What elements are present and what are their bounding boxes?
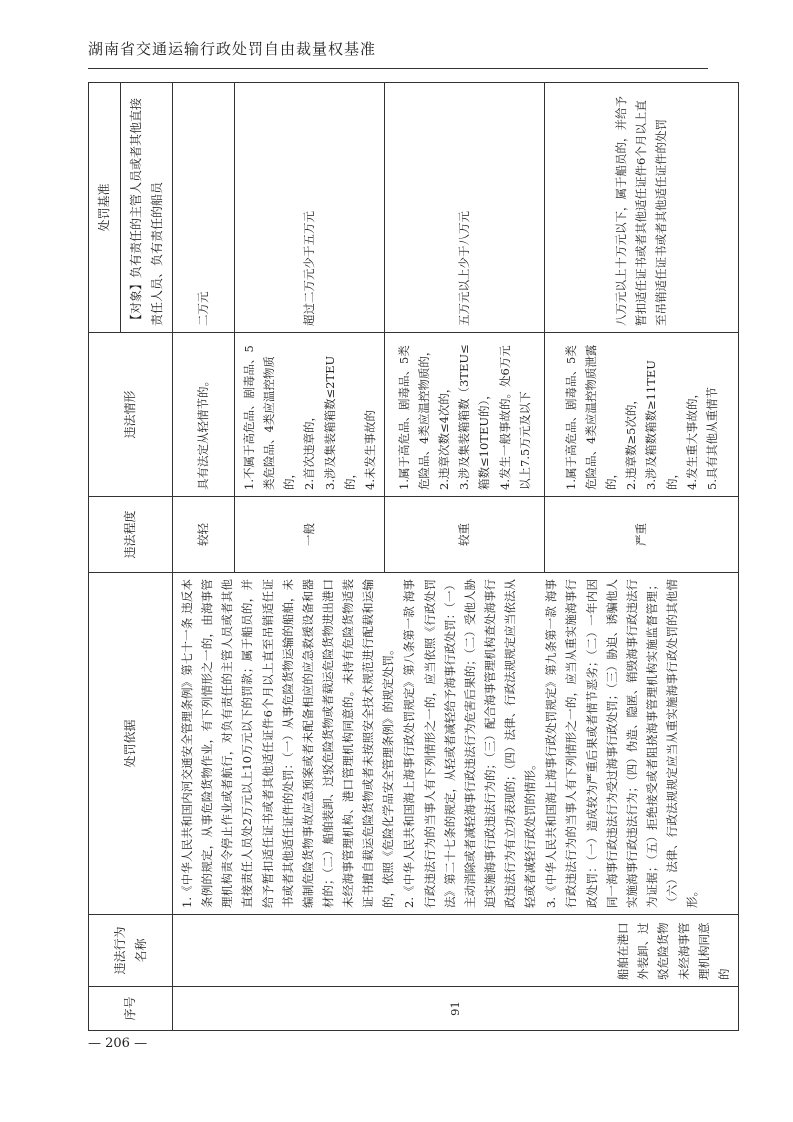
circumstance-item: 具有法定从轻情节的。: [196, 375, 211, 490]
header-standard: 处罚基准: [89, 83, 121, 333]
cell-circumstance: [544, 333, 738, 497]
penalty-standard-table: [88, 82, 739, 1031]
rotated-table: [88, 83, 731, 1031]
cell-standard: 超过二万元少于五万元: [235, 83, 385, 333]
cell-degree: 一般: [235, 497, 385, 573]
table-row: [173, 83, 235, 1031]
basis-item: 1.《中华人民共和国内河交通安全管理条例》第七十一条 违反本条例的规定，从事危险货物作业，有下列情形之一的，由海事管理机构责令停止作业或者航行，对负有责任的主管人员或者其他直接责任人员处2万元以上10万元以下的罚款；属于船员的，并给予暂扣适任证书或者其他适任证件6个月以上直至吊销适任证书或者其他适任证件的处罚：（一）从事危险货物运输的船舶，未编制危险货物事故应急预案或者未配备相应的应急救援设备和器材的；（二）船舶装卸、过驳危险货物或者载运危险货物进出港口未经海事管理机构、港口管理机构同意的。未持有危险货物适装证书擅自载运危险货物或者未按照安全技术规范进行配载和运输的，依照《危险化学品安全管理条例》的规定处罚。: [180, 579, 396, 908]
header-seq: 序号: [89, 987, 173, 1031]
header-violation-name: 违法行为名称: [89, 915, 173, 987]
circumstance-item: 2.首次违章的，: [302, 410, 317, 490]
cell-standard: 八万元以上十万元以下，属于船员的，并给予暂扣适任证书或者其他适任证件6个月以上直至吊销适任证书或者其他适任证件的处罚: [544, 83, 738, 333]
circumstance-item: 2.违章次数≤4次的，: [437, 381, 452, 490]
circumstance-item: 1.不属于高危品、剧毒品、5类危险品、4类应温控物质的，: [242, 345, 297, 490]
circumstance-item: 4.发生一般事故的。处6万元以上7.5万元及以下: [497, 345, 532, 490]
cell-degree: 较重: [384, 497, 544, 573]
cell-basis: [173, 573, 739, 915]
circumstance-item: 4.发生重大事故的，: [684, 387, 699, 490]
header-rule: [88, 68, 708, 69]
header-standard-sub: 【对象】负有责任的主管人员或者其他直接责任人员、负有责任的船员: [121, 83, 173, 333]
header-basis: 处罚依据: [89, 573, 173, 915]
cell-degree: 严重: [544, 497, 738, 573]
circumstance-item: 3.涉及集装箱箱数≤2TEU的，: [322, 355, 357, 490]
cell-degree: 较轻: [173, 497, 235, 573]
cell-circumstance: [173, 333, 235, 497]
basis-item: 3.《中华人民共和国海上海事行政处罚规定》第九条第一款 海事行政违法行为的当事人有下列情形之一的，应当从重实施海事行政处罚：（一）造成较为严重后果或者情节恶劣；（二）一年内因同一海事行政违法行为受过海事行政处罚；（三）胁迫、诱骗他人实施海事行政违法行为；（四）伪造、隐匿、销毁海事行政违法行为证据；（五）拒绝接受或者阻挠海事管理机构实施监督管理；（六）法律、行政法规规定应当从重实施海事行政处罚的其他情形。: [544, 579, 700, 908]
header-degree: 违法程度: [89, 497, 173, 573]
page-header-title: 湖南省交通运输行政处罚自由裁量权基准: [88, 40, 377, 58]
page-number: — 206 —: [88, 1036, 148, 1051]
cell-violation-name: 船舶在港口外装卸、过驳危险货物未经海事管理机构同意的: [173, 915, 739, 987]
cell-standard: 五万元以上少于八万元: [384, 83, 544, 333]
cell-seq: 91: [173, 987, 739, 1031]
circumstance-item: 1.属于高危品、剧毒品、5类危险品、4类应温控物质泄露的，: [563, 344, 619, 490]
header-circumstance: 违法情形: [89, 333, 173, 497]
circumstance-item: 3.涉及集装箱箱数（3TEU≤箱数≤10TEU的），: [457, 344, 492, 490]
cell-standard: 二万元: [173, 83, 235, 333]
circumstance-item: 2.违章数≥5次的，: [624, 393, 639, 490]
circumstance-item: 3.涉及箱数箱数≥11TEU的，: [644, 360, 679, 490]
basis-item: 2.《中华人民共和国海上海事行政处罚规定》第八条第一款 海事行政违法行为的当事人有下列情形之一的，应当依照《行政处罚法》第二十七条的规定，从轻或者减轻给予海事行政处罚：（一）主动消除或者减轻海事行政违法行为危害后果的；（二）受他人胁迫实施海事行政违法行为的；（三）配合海事管理机构查处海事行政违法行为有立功表现的；（四）法律、行政法规规定应当依法从轻或者减轻行政处罚的情形。: [402, 579, 538, 908]
circumstance-item: 1.属于高危品、剧毒品、5类危险品、4类应温控物质的，: [396, 344, 432, 490]
circumstance-item: 4.未发生事故的: [362, 410, 377, 490]
circumstance-item: 5.具有其他从重情节: [704, 387, 719, 490]
cell-circumstance: [384, 333, 544, 497]
rotated-table-wrapper: [88, 83, 731, 1031]
cell-circumstance: [235, 333, 385, 497]
table-header-row: [89, 83, 121, 1031]
